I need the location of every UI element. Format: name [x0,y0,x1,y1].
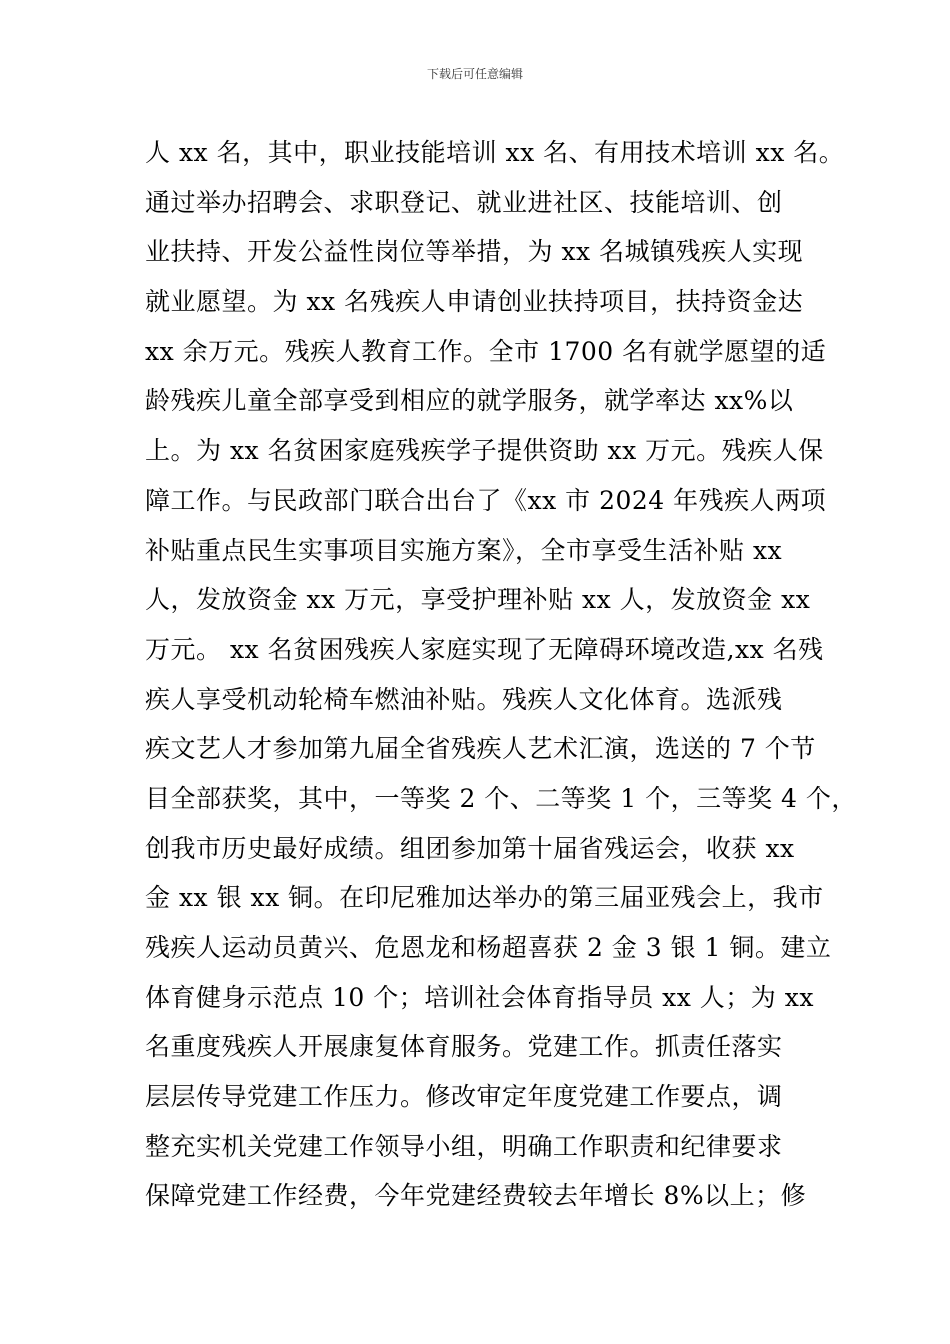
text-line: 人，发放资金 xx 万元，享受护理补贴 xx 人，发放资金 xx [145,585,811,615]
text-line: 整充实机关党建工作领导小组，明确工作职责和纪律要求 [145,1131,783,1161]
text-line: xx 余万元。残疾人教育工作。全市 1700 名有就学愿望的适 [145,336,827,366]
text-line: 业扶持、开发公益性岗位等举措，为 xx 名城镇残疾人实现 [145,237,804,267]
text-line: 目全部获奖，其中，一等奖 2 个、二等奖 1 个，三等奖 4 个， [145,783,857,813]
text-line: 疾人享受机动轮椅车燃油补贴。残疾人文化体育。选派残 [145,684,783,714]
text-line: 残疾人运动员黄兴、危恩龙和杨超喜获 2 金 3 银 1 铜。建立 [145,933,832,962]
text-line: 通过举办招聘会、求职登记、就业进社区、技能培训、创 [145,187,783,217]
text-line: 名重度残疾人开展康复体育服务。党建工作。抓责任落实 [145,1032,783,1062]
text-line: 就业愿望。为 xx 名残疾人申请创业扶持项目，扶持资金达 [145,287,804,317]
text-line: 创我市历史最好成绩。组团参加第十届省残运会，收获 xx [145,833,795,863]
text-line: 万元。 xx 名贫困残疾人家庭实现了无障碍环境改造,xx 名残 [145,634,824,664]
page-header: 下载后可任意编辑 [426,67,523,81]
text-line: 龄残疾儿童全部享受到相应的就学服务，就学率达 xx%以 [145,386,794,416]
text-line: 人 xx 名，其中，职业技能培训 xx 名、有用技术培训 xx 名。 [145,138,845,167]
document-body [145,128,857,1221]
text-line: 上。为 xx 名贫困家庭残疾学子提供资助 xx 万元。残疾人保 [145,436,824,466]
text-line: 保障党建工作经费，今年党建经费较去年增长 8%以上；修 [145,1181,807,1211]
text-line: 障工作。与民政部门联合出台了《xx 市 2024 年残疾人两项 [145,485,827,515]
text-line: 补贴重点民生实事项目实施方案》，全市享受生活补贴 xx [145,535,783,565]
text-line: 疾文艺人才参加第九届全省残疾人艺术汇演，选送的 7 个节 [145,734,816,764]
text-line: 金 xx 银 xx 铜。在印尼雅加达举办的第三届亚残会上，我市 [145,883,824,913]
text-line: 层层传导党建工作压力。修改审定年度党建工作要点，调 [145,1082,783,1112]
text-line: 体育健身示范点 10 个；培训社会体育指导员 xx 人；为 xx [145,982,814,1012]
